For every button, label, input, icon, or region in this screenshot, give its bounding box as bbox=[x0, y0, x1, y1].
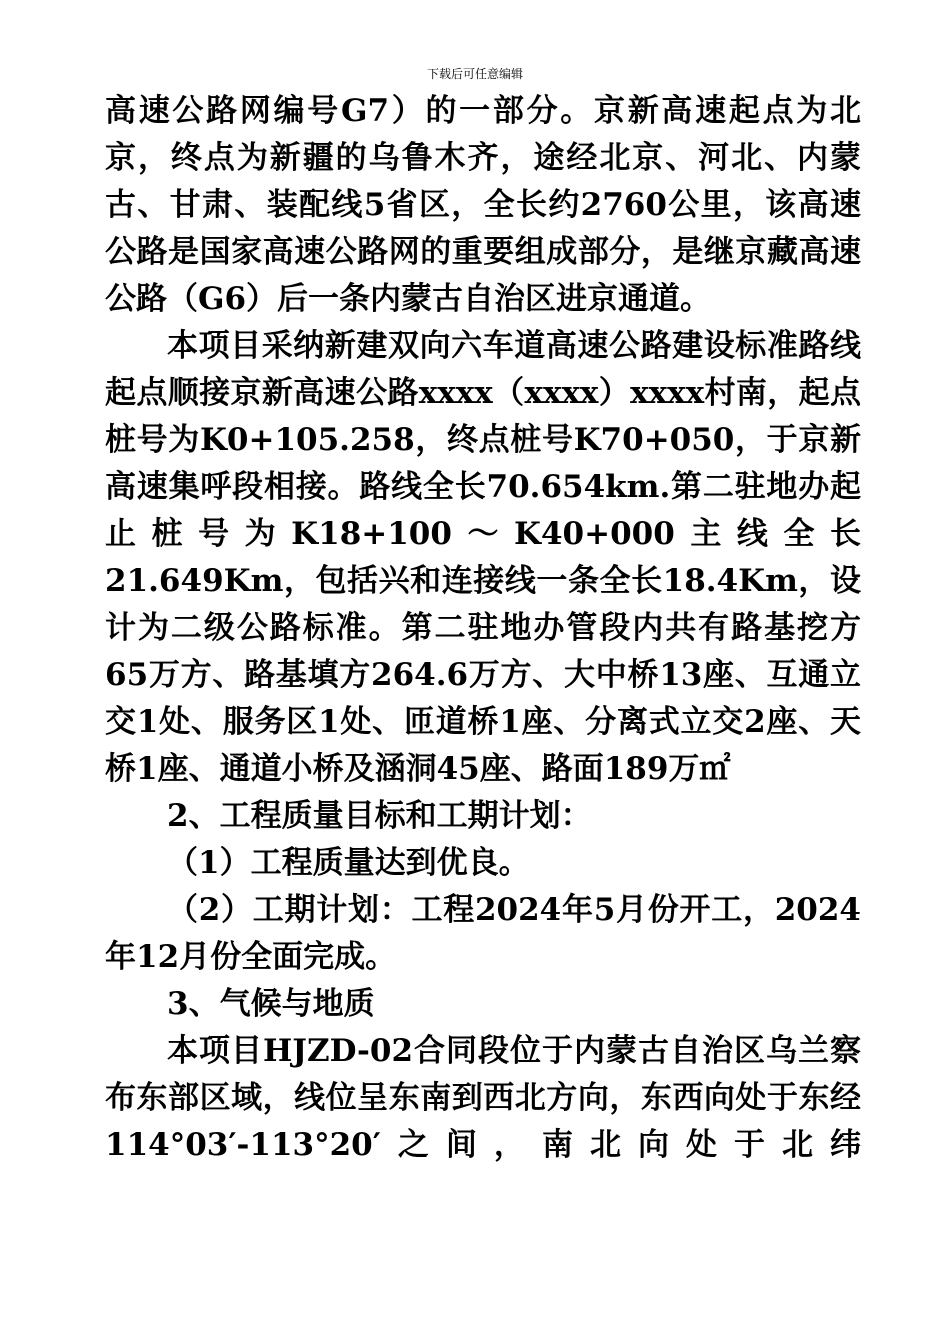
section-heading-quality-schedule: 2、工程质量目标和工期计划： bbox=[167, 798, 592, 834]
section-heading-climate-geology: 3、气候与地质 bbox=[167, 986, 375, 1022]
page-header: 下载后可任意编辑 bbox=[426, 67, 523, 81]
paragraph-expressway-overview: 高速公路网编号G7）的一部分。京新高速起点为北京，终点为新疆的乌鲁木齐，途经北京、河北、内蒙古、甘肃、装配线5省区，全长约2760公里，该高速公路是国家高速公路网的重要组成部分，是继京藏高速公路（G6）后一条内蒙古自治区进京通道。 bbox=[105, 93, 861, 317]
document-body bbox=[105, 88, 861, 1169]
list-item-quality-target: （1）工程质量达到优良。 bbox=[167, 845, 530, 881]
paragraph-project-scope: 本项目采纳新建双向六车道高速公路建设标准路线起点顺接京新高速公路xxxx（xxxx）xxxx村南，起点桩号为K0+105.258，终点桩号K70+050，于京新高速集呼段相接。路线全长70.654km.第二驻地办起止桩号为K18+100～K40+000主线全长21.649Km，包括兴和连接线一条全长18.4Km，设计为二级公路标准。第二驻地办管段内共有路基挖方65万方、路基填方264.6万方、大中桥13座、互通立交1处、服务区1处、匝道桥1座、分离式立交2座、天桥1座、通道小桥及涵洞45座、路面189万㎡ bbox=[105, 328, 861, 787]
paragraph-location: 本项目HJZD-02合同段位于内蒙古自治区乌兰察布东部区域，线位呈东南到西北方向，东西向处于东经114°03′-113°20′之间，南北向处于北纬 bbox=[105, 1033, 861, 1163]
list-item-schedule: （2）工期计划：工程2024年5月份开工，2024年12月份全面完成。 bbox=[105, 892, 861, 975]
